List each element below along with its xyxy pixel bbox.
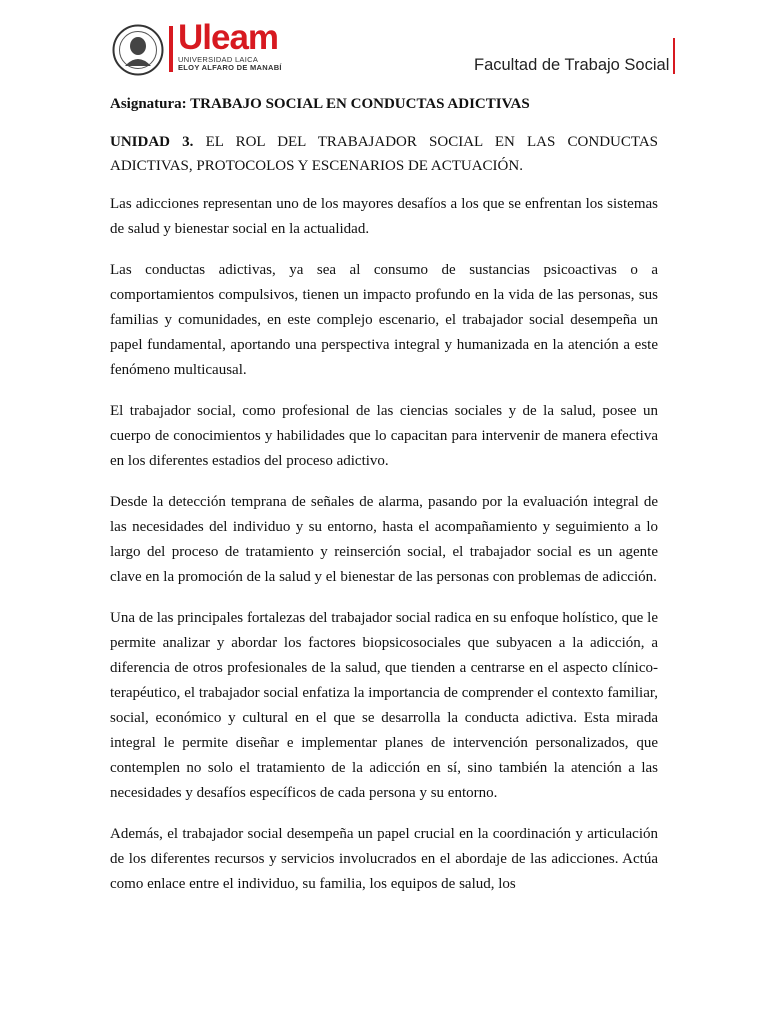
page-header xyxy=(0,0,768,90)
paragraph: El trabajador social, como profesional de las ciencias sociales y de la salud, posee un cuerpo de conocimientos y habilidades que lo capacitan para intervenir de manera efectiva en los diferentes estadios del proceso adictivo. xyxy=(110,403,658,469)
paragraph: Las conductas adictivas, ya sea al consumo de sustancias psicoactivas o a comportamientos compulsivos, tienen un impacto profundo en la vida de las personas, sus familias y comunidades, en este complejo escenario, el trabajador social desempeña un papel fundamental, aportando una perspectiva integral y humanizada en la atención a este fenómeno multicausal. xyxy=(110,262,658,378)
faculty-name: Facultad de Trabajo Social xyxy=(474,56,670,74)
course-name: TRABAJO SOCIAL EN CONDUCTAS ADICTIVAS xyxy=(190,96,530,112)
paragraph: Una de las principales fortalezas del trabajador social radica en su enfoque holístico, que le permite analizar y abordar los factores biopsicosociales que subyacen a la adicción, a diferencia de otros profesionales de la salud, que tienden a centrarse en el aspecto clínico-terapéutico, el trabajador social enfatiza la importancia de comprender el contexto familiar, social, económico y cultural en el que se desarrolla la conducta adictiva. Esta mirada integral le permite diseñar e implementar planes de intervención personalizados, que contemplen no solo el tratamiento de la adicción en sí, sino también la atención a las necesidades y desafíos específicos de cada persona y su entorno. xyxy=(110,610,658,801)
document-body xyxy=(110,92,658,913)
university-logo xyxy=(178,20,282,72)
logo-divider xyxy=(169,26,173,72)
unit-label: UNIDAD 3. xyxy=(110,134,194,150)
brand-name: Uleam xyxy=(178,18,279,57)
paragraph: Además, el trabajador social desempeña un papel crucial en la coordinación y articulación de los diferentes recursos y servicios involucrados en el abordaje de las adicciones. Actúa como enlace entre el individuo, su familia, los equipos de salud, los xyxy=(110,826,658,892)
course-heading xyxy=(110,92,658,116)
unit-heading xyxy=(110,130,658,178)
faculty-divider xyxy=(673,38,675,74)
university-seal-icon xyxy=(112,24,164,76)
paragraph: Las adicciones representan uno de los mayores desafíos a los que se enfrentan los sistemas de salud y bienestar social en la actualidad. xyxy=(110,196,658,237)
paragraph: Desde la detección temprana de señales de alarma, pasando por la evaluación integral de las necesidades del individuo y su entorno, hasta el acompañamiento y seguimiento a lo largo del proceso de tratamiento y reinserción social, el trabajador social es un agente clave en la promoción de la salud y el bienestar de las personas con problemas de adicción. xyxy=(110,494,658,585)
course-label: Asignatura: xyxy=(110,96,187,112)
unit-title: EL ROL DEL TRABAJADOR SOCIAL EN LAS CONDUCTAS ADICTIVAS, PROTOCOLOS Y ESCENARIOS DE ACTUACIÓN. xyxy=(110,134,659,174)
brand-subtitle-2: ELOY ALFARO DE MANABÍ xyxy=(178,63,282,72)
brand-subtitle-1: UNIVERSIDAD LAICA xyxy=(178,55,259,64)
